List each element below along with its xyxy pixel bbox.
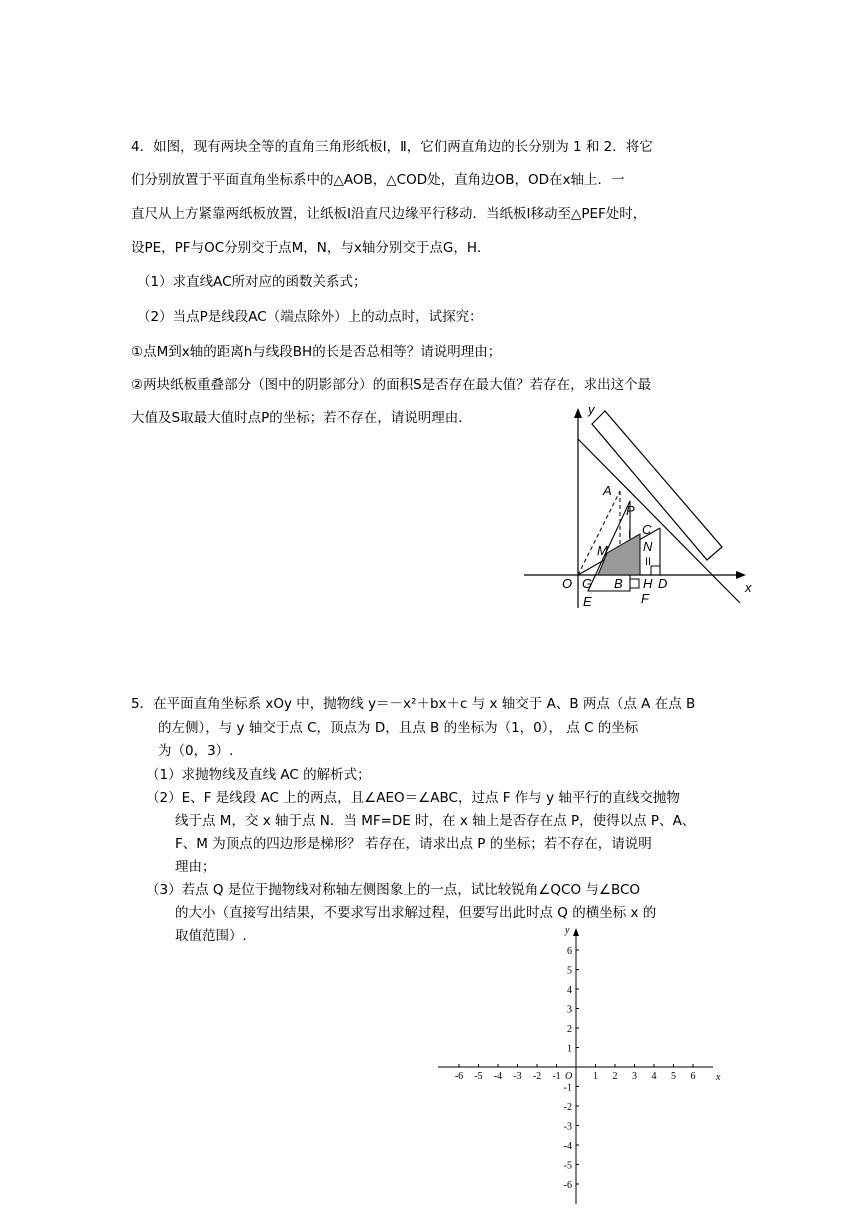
y-tick-label: 6: [567, 946, 572, 957]
p5-q2-b: 线于点 M，交 x 轴于点 N．当 MF=DE 时，在 x 轴上是否存在点 P，使得以点 P、A、: [175, 813, 696, 829]
x-tick-label: -1: [552, 1071, 561, 1082]
p4-line-2: 们分别放置于平面直角坐标系中的△AOB，△COD处，直角边OB，OD在x轴上．一: [131, 172, 625, 188]
p5-q3-c: 取值范围）.: [175, 928, 247, 944]
p5-q3-a: （3）若点 Q 是位于抛物线对称轴左侧图象上的一点，试比较锐角∠QCO 与∠BCO: [146, 882, 641, 898]
p5-q2-a: （2）E、F 是线段 AC 上的两点，且∠AEO＝∠ABC，过点 F 作与 y 轴平行的直线交抛物: [146, 790, 680, 806]
y-tick-label: -5: [563, 1160, 572, 1172]
label-p: P: [626, 503, 635, 518]
p5-q2-c: F、M 为顶点的四边形是梯形？ 若存在，请求出点 P 的坐标；若不存在，请说明: [175, 836, 652, 852]
p4-q2: （2）当点P是线段AC（端点除外）上的动点时，试探究：: [137, 309, 483, 325]
x-tick-label: 1: [593, 1071, 598, 1082]
label-e: E: [583, 594, 592, 609]
x-tick-label: -5: [474, 1071, 483, 1082]
label-c: C: [642, 522, 652, 537]
x-tick-label: 2: [612, 1071, 618, 1082]
x-tick-label: 6: [690, 1071, 696, 1082]
grid-y-ticks: [564, 946, 579, 1191]
x-tick-label: 3: [632, 1071, 637, 1082]
problem-5-coordinate-grid: [430, 922, 730, 1206]
p4-line-4: 设PE，PF与OC分别交于点M，N，与x轴分别交于点G，H．: [131, 240, 491, 256]
p5-q3-b: 的大小（直接写出结果，不要求写出求解过程，但要写出此时点 Q 的横坐标 x 的: [175, 905, 657, 921]
y-tick-label: -1: [563, 1082, 572, 1094]
x-tick-label: -4: [493, 1071, 503, 1082]
problem-4-figure: [520, 396, 760, 612]
label-g: G: [582, 576, 593, 591]
x-axis-arrow-icon: [736, 571, 746, 579]
y-axis-arrow-icon: [574, 408, 582, 418]
p4-q1: （1）求直线AC所对应的函数关系式；: [137, 274, 367, 290]
p5-line-3: 为（0，3）.: [158, 743, 234, 759]
grid-y-arrow-icon: [573, 928, 579, 936]
y-tick-label: 5: [567, 965, 572, 977]
p4-line-3: 直尺从上方紧靠两纸板放置，让纸板Ⅰ沿直尺边缘平行移动．当纸板Ⅰ移动至△PEF处时，: [131, 206, 647, 222]
p4-q2-2a: ②两块纸板重叠部分（图中的阴影部分）的面积S是否存在最大值？若存在，求出这个最: [131, 377, 652, 393]
x-tick-label: -3: [513, 1071, 522, 1082]
label-ii: II: [645, 556, 652, 568]
x-tick-label: 4: [651, 1071, 657, 1082]
p5-line-2: 的左侧），与 y 轴交于点 C，顶点为 D，且点 B 的坐标为（1，0）， 点 C 的坐标: [158, 720, 639, 736]
y-tick-label: -3: [563, 1121, 572, 1133]
label-f: F: [641, 591, 649, 606]
grid-y-label: y: [565, 925, 570, 936]
label-i: I: [628, 527, 632, 541]
y-tick-label: -6: [563, 1180, 572, 1191]
y-tick-label: 4: [567, 985, 572, 996]
grid-origin-label: O: [565, 1071, 573, 1082]
label-h: H: [643, 576, 653, 591]
label-d: D: [658, 576, 668, 591]
y-tick-label: 1: [567, 1043, 572, 1055]
label-n: N: [643, 539, 653, 554]
label-a: A: [603, 483, 612, 498]
label-y: y: [588, 402, 595, 417]
p5-line-1: 5．在平面直角坐标系 xOy 中，抛物线 y＝－x²＋bx＋c 与 x 轴交于 A、B 两点（点 A 在点 B: [131, 696, 696, 712]
right-angle-f-icon: [630, 579, 639, 588]
p4-line-1: 4．如图，现有两块全等的直角三角形纸板Ⅰ，Ⅱ，它们两直角边的长分别为 1 和 2．将它: [131, 139, 653, 155]
label-o: O: [562, 576, 573, 591]
label-m: M: [597, 543, 608, 558]
x-tick-label: -2: [532, 1071, 542, 1082]
p4-q2-1: ①点M到x轴的距离h与线段BH的长是否总相等？请说明理由；: [131, 344, 502, 360]
p5-q1: （1）求抛物线及直线 AC 的解析式；: [146, 767, 371, 783]
right-angle-d-icon: [651, 566, 660, 575]
y-tick-label: 3: [567, 1004, 572, 1016]
y-tick-label: 2: [567, 1024, 572, 1035]
label-b: B: [614, 576, 623, 591]
y-tick-label: -4: [563, 1141, 572, 1152]
label-x: x: [745, 580, 752, 595]
grid-x-label: x: [716, 1072, 721, 1083]
y-tick-label: -2: [563, 1102, 572, 1113]
p4-q2-2b: 大值及S取最大值时点P的坐标；若不存在，请说明理由．: [131, 410, 472, 426]
x-tick-label: 5: [671, 1071, 676, 1082]
x-tick-label: -6: [454, 1071, 464, 1082]
p5-q2-d: 理由；: [175, 859, 216, 875]
